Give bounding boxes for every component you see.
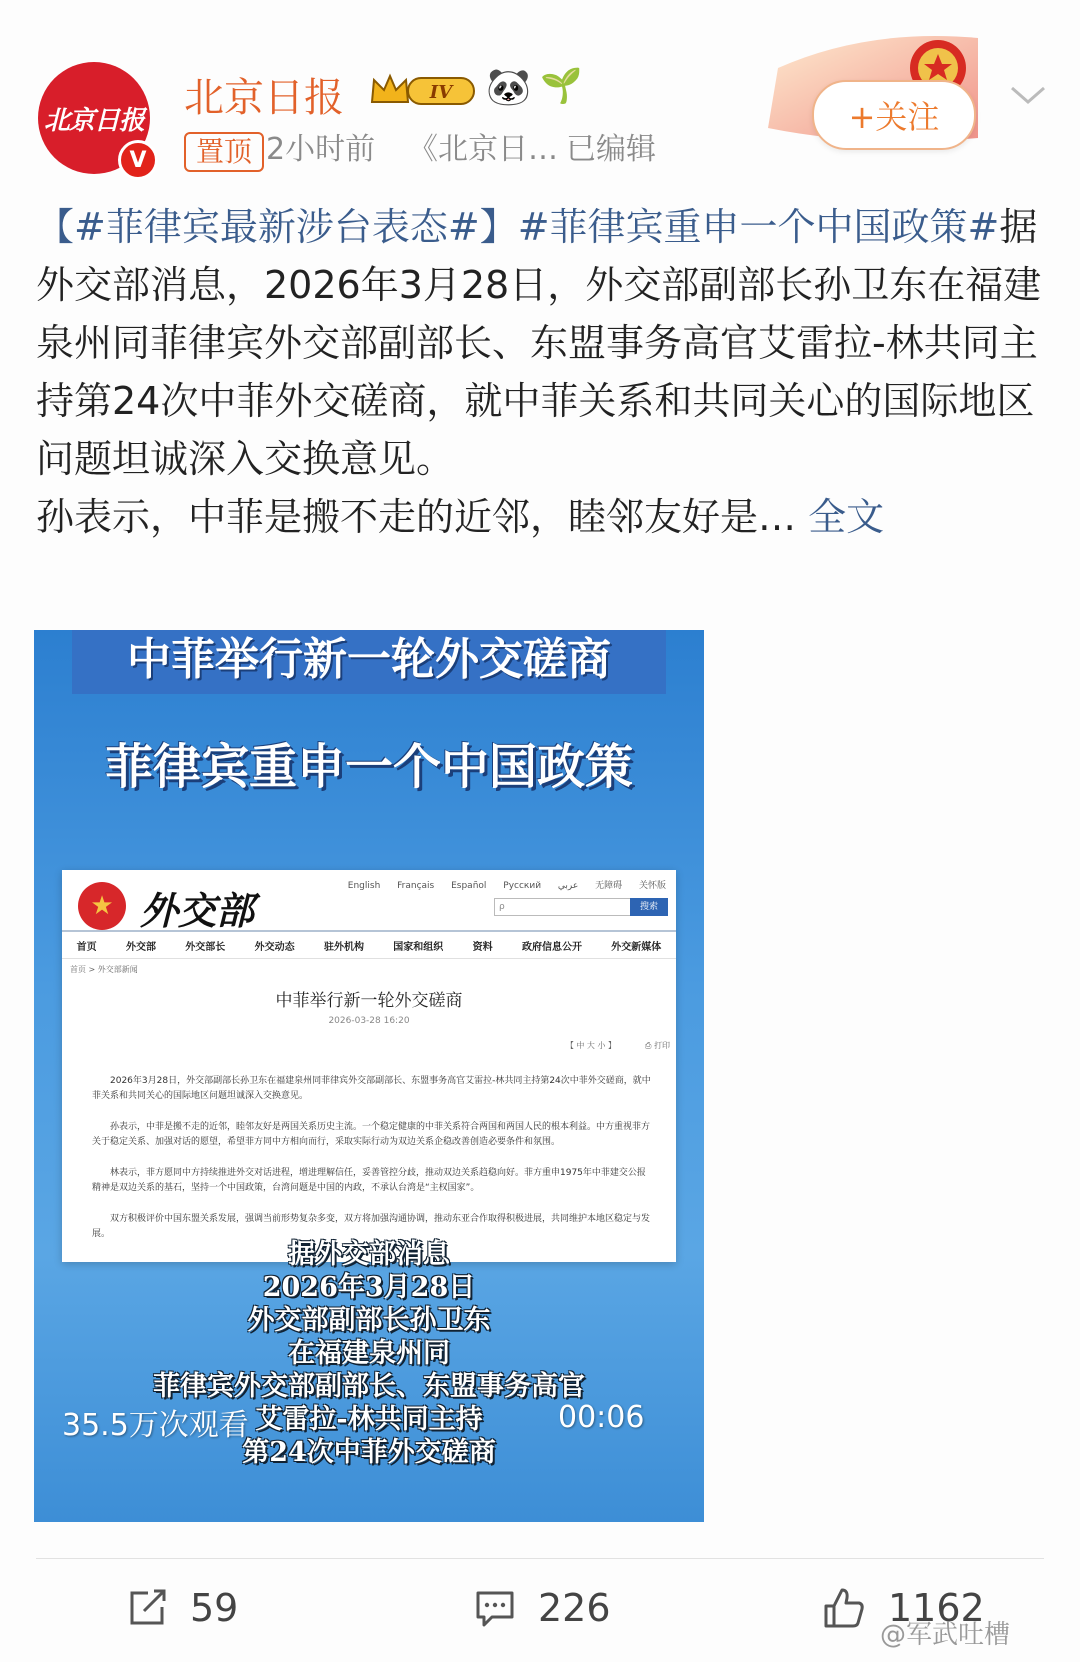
pinned-badge: 置顶 xyxy=(184,132,264,172)
doc-nav-item: 外交新媒体 xyxy=(611,941,662,953)
doc-font-size: 【 中 大 小 】 xyxy=(565,1041,616,1050)
follow-button[interactable]: +关注 xyxy=(812,80,976,150)
doc-nav-item: 驻外机构 xyxy=(323,941,364,953)
video-player[interactable] xyxy=(34,630,704,1522)
doc-logo: 外交部 xyxy=(140,888,255,933)
comment-icon xyxy=(474,1587,516,1629)
full-text-link[interactable]: 全文 xyxy=(808,495,885,539)
edited-label[interactable]: 已编辑 xyxy=(566,132,656,167)
doc-paragraph: 林表示，菲方愿同中方持续推进外交对话进程，增进理解信任，妥善管控分歧，推动双边关系趋稳向好。菲方重申1975年中菲建交公报精神是双边关系的基石，坚持一个中国政策，台湾问题是中国的内政，不承认台湾是“主权国家”。 xyxy=(92,1168,646,1193)
subtitle-line: 在福建泉州同 xyxy=(288,1338,450,1369)
repost-icon xyxy=(126,1587,168,1629)
subtitle-line: 据外交部消息 xyxy=(288,1239,450,1270)
subtitle-line: 2026年3月28日 xyxy=(262,1272,476,1303)
hashtag-link[interactable]: 【#菲律宾最新涉台表态#】 xyxy=(36,205,518,249)
doc-title: 中菲举行新一轮外交磋商 xyxy=(275,991,463,1011)
video-banner-title: 中菲举行新一轮外交磋商 xyxy=(72,630,666,694)
post-content xyxy=(36,198,1046,546)
doc-nav-item: 首页 xyxy=(76,941,97,953)
subtitle-line: 艾雷拉-林共同主持 xyxy=(255,1404,483,1435)
doc-nav-item: 外交部长 xyxy=(185,941,226,953)
post-source[interactable]: 《北京日… xyxy=(408,132,558,167)
post-excerpt: 孙表示，中菲是搬不走的近邻，睦邻友好是… xyxy=(36,495,797,539)
panda-icon: 🐼 xyxy=(486,67,531,108)
doc-nav xyxy=(62,930,676,959)
hashtag-link[interactable]: #菲律宾重申一个中国政策# xyxy=(517,205,1000,249)
like-count: 1162 xyxy=(888,1586,985,1630)
doc-print: ⎙ 打印 xyxy=(645,1041,670,1050)
document-screenshot xyxy=(62,870,676,1262)
doc-search-input: ρ xyxy=(494,898,634,916)
watermark: @军武吐槽 xyxy=(880,1620,1011,1650)
doc-date: 2026-03-28 16:20 xyxy=(328,1016,410,1026)
crown-level-badge-icon xyxy=(368,72,478,108)
doc-paragraph: 孙表示，中菲是搬不走的近邻，睦邻友好是两国关系历史主流。一个稳定健康的中菲关系符合两国和两国人民的根本利益。中方重视菲方关于稳定关系、加强对话的愿望，希望菲方同中方相向而行，采取实际行动为双边关系企稳改善创造必要条件和氛围。 xyxy=(92,1122,651,1147)
chevron-down-icon[interactable] xyxy=(1008,80,1048,110)
subtitle-line: 外交部副部长孙卫东 xyxy=(247,1305,491,1336)
subtitle-line: 第24次中菲外交磋商 xyxy=(242,1437,496,1468)
thumbs-up-icon xyxy=(822,1586,866,1630)
divider xyxy=(36,1558,1044,1559)
doc-paragraph: 双方积极评价中国东盟关系发展，强调当前形势复杂多变，双方将加强沟通协调，推动东亚合作取得积极进展，共同维护本地区稳定与发展。 xyxy=(92,1214,651,1239)
post-time: 2小时前 xyxy=(266,132,376,167)
repost-button[interactable] xyxy=(126,1586,238,1630)
view-count: 35.5万次观看 xyxy=(62,1408,249,1443)
national-emblem-icon: ★ xyxy=(78,882,126,930)
doc-print-label: 打印 xyxy=(654,1041,670,1050)
video-headline: 菲律宾重申一个中国政策 xyxy=(104,739,633,795)
doc-nav-item: 政府信息公开 xyxy=(521,941,582,953)
avatar-logo-text: 北京日报 xyxy=(43,105,144,136)
post-body: 据外交部消息，2026年3月28日，外交部副部长孙卫东在福建泉州同菲律宾外交部副部长、东盟事务高官艾雷拉-林共同主持第24次中菲外交磋商，就中菲关系和共同关心的国际地区问题坦诚深入交换意见。 xyxy=(36,205,1042,481)
doc-nav-item: 国家和组织 xyxy=(393,941,444,953)
doc-search-button: 搜索 xyxy=(630,898,668,916)
doc-nav-item: 外交动态 xyxy=(254,941,295,953)
doc-paragraph: 2026年3月28日，外交部副部长孙卫东在福建泉州同菲律宾外交部副部长、东盟事务高官艾雷拉-林共同主持第24次中菲外交磋商，就中菲关系和共同关心的国际地区问题坦诚深入交换意见。 xyxy=(92,1076,651,1101)
comment-count: 226 xyxy=(538,1586,611,1630)
subtitle-line: 菲律宾外交部副部长、东盟事务高官 xyxy=(153,1371,585,1402)
repost-count: 59 xyxy=(190,1586,239,1630)
account-name[interactable]: 北京日报 xyxy=(184,75,344,121)
verified-icon: V xyxy=(118,140,158,180)
sprout-icon: 🌱 xyxy=(540,66,583,106)
doc-breadcrumb: 首页 > 外交部新闻 xyxy=(70,965,138,974)
video-duration: 00:06 xyxy=(558,1400,645,1435)
level-badge-text: IV xyxy=(429,82,453,103)
comment-button[interactable] xyxy=(474,1586,611,1630)
doc-nav-item: 外交部 xyxy=(125,941,156,953)
doc-language-links: English Français Español Русский عربي 无障碍 关怀版 xyxy=(347,881,666,891)
doc-nav-item: 资料 xyxy=(472,941,493,953)
